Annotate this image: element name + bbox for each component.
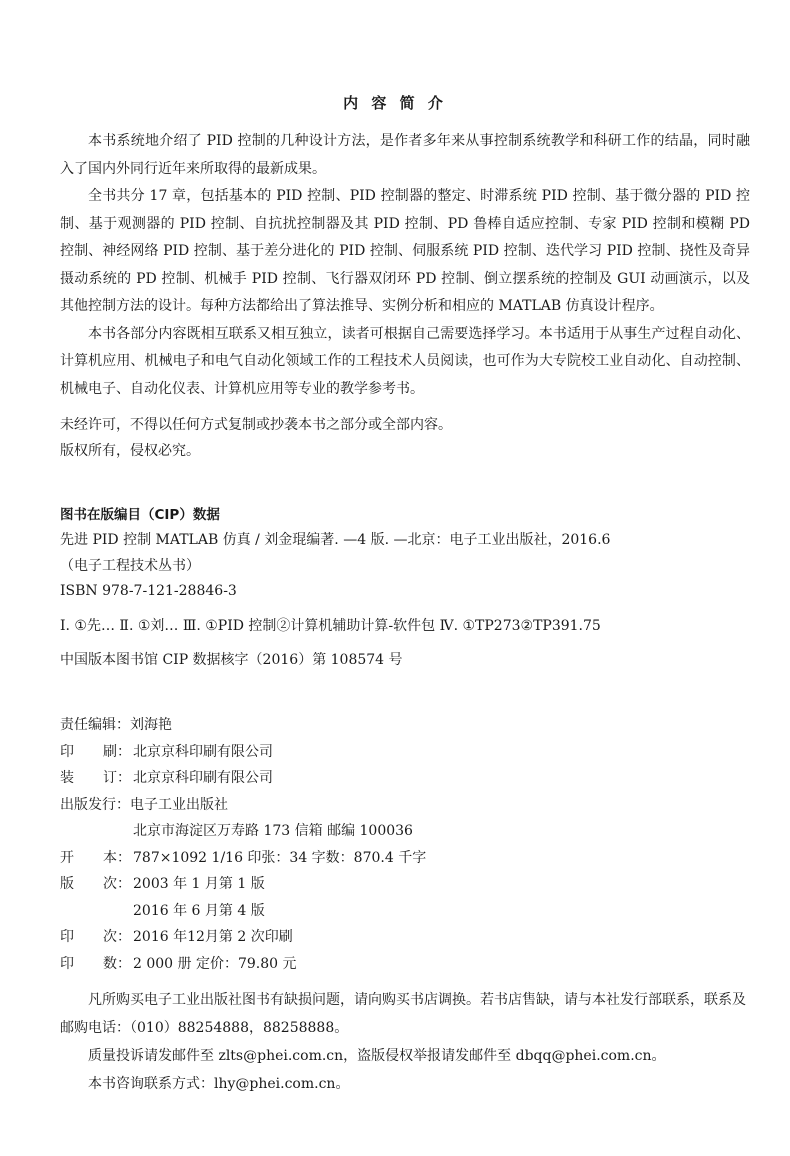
publisher-value: 电子工业出版社: [130, 796, 228, 813]
credit-row-impression: [60, 924, 750, 951]
format-label: 开 本：: [60, 849, 131, 866]
edition-value-2: 2016 年 6 月第 4 版: [133, 902, 265, 919]
impression-label: 印 次：: [60, 929, 131, 945]
copies-value: 2 000 册 定价：79.80 元: [133, 955, 297, 972]
cip-line-2: （电子工程技术丛书）: [60, 557, 200, 574]
page-title: 内 容 简 介: [343, 94, 447, 112]
intro-paragraph-1: 本书系统地介绍了 PID 控制的几种设计方法，是作者多年来从事控制系统教学和科研工作的结晶，同时融入了国内外同行近年来所取得的最新成果。: [60, 133, 750, 177]
contact-line-3: 本书咨询联系方式：lhy@phei.com.cn。: [88, 1076, 350, 1092]
publisher-label: 出版发行：: [60, 796, 130, 813]
editor-value: 刘海艳: [130, 717, 172, 733]
printing-label: 印 刷：: [60, 743, 131, 760]
intro-section: [60, 128, 750, 403]
credit-row-binding: [60, 765, 750, 792]
credit-row-publisher: [60, 792, 750, 819]
edition-label: 版 次：: [60, 876, 131, 892]
printing-value: 北京京科印刷有限公司: [133, 743, 273, 760]
contact-line-2: 质量投诉请发邮件至 zlts@phei.com.cn，盗版侵权举报请发邮件至 dbqq@phei.com.cn。: [88, 1048, 666, 1064]
format-value: 787×1092 1/16 印张：34 字数：870.4 千字: [133, 849, 427, 866]
credit-row-edition: [60, 871, 750, 898]
cip-section: [60, 502, 750, 673]
publisher-address: 北京市海淀区万寿路 173 信箱 邮编 100036: [133, 823, 413, 839]
credit-row-format: [60, 845, 750, 872]
credit-row-printing: [60, 739, 750, 766]
cip-line-1: 先进 PID 控制 MATLAB 仿真 / 刘金琨编著. —4 版. —北京：电子工业出版社，2016.6: [60, 532, 611, 548]
binding-value: 北京京科印刷有限公司: [133, 770, 273, 786]
edition-value: 2003 年 1 月第 1 版: [133, 876, 265, 892]
notice-line-2: 版权所有，侵权必究。: [60, 443, 200, 459]
binding-label: 装 订：: [60, 770, 131, 786]
cip-heading: 图书在版编目（CIP）数据: [60, 507, 220, 523]
impression-value: 2016 年12月第 2 次印刷: [133, 929, 293, 945]
intro-paragraph-3: 本书各部分内容既相互联系又相互独立，读者可根据自己需要选择学习。本书适用于从事生产过程自动化、计算机应用、机械电子和电气自动化领域工作的工程技术人员阅读，也可作为大专院校工业自动化、自动控制、机械电子、自动化仪表、计算机应用等专业的教学参考书。: [60, 325, 750, 397]
intro-paragraph-2: 全书共分 17 章，包括基本的 PID 控制、PID 控制器的整定、时滞系统 PID 控制、基于微分器的 PID 控制、基于观测器的 PID 控制、自抗扰控制器及其 PID 控制、PD 鲁棒自适应控制、专家 PID 控制和模糊 PD 控制、神经网络 PID 控制、基于差分进化的 PID 控制、伺服系统 PID 控制、迭代学习 PID 控制、挠性及奇异摄动系统的 PD 控制、机械手 PID 控制、飞行器双闭环 PD 控制、倒立摆系统的控制及 GUI 动画演示，以及其他控制方法的设计。每种方法都给出了算法推导、实例分析和相应的 MATLAB 仿真设计程序。: [60, 188, 750, 314]
copies-label: 印 数：: [60, 955, 131, 972]
credit-row-copies: [60, 951, 750, 978]
credit-row-editor: [60, 712, 750, 739]
notice-line-1: 未经许可，不得以任何方式复制或抄袭本书之部分或全部内容。: [60, 417, 452, 433]
editor-label: 责任编辑：: [60, 717, 130, 733]
cip-classification: Ⅰ. ①先… Ⅱ. ①刘… Ⅲ. ①PID 控制②计算机辅助计算-软件包 Ⅳ. ①TP273②TP391.75: [60, 617, 601, 634]
contact-line-1: 凡所购买电子工业出版社图书有缺损问题，请向购买书店调换。若书店售缺，请与本社发行部联系，联系及邮购电话：（010）88254888，88258888。: [60, 992, 746, 1036]
cip-isbn: ISBN 978-7-121-28846-3: [60, 583, 237, 599]
credits-section: [60, 712, 750, 977]
copyright-notice: [60, 412, 750, 464]
contact-section: [60, 986, 750, 1098]
cip-core-number: 中国版本图书馆 CIP 数据核字（2016）第 108574 号: [60, 651, 403, 668]
